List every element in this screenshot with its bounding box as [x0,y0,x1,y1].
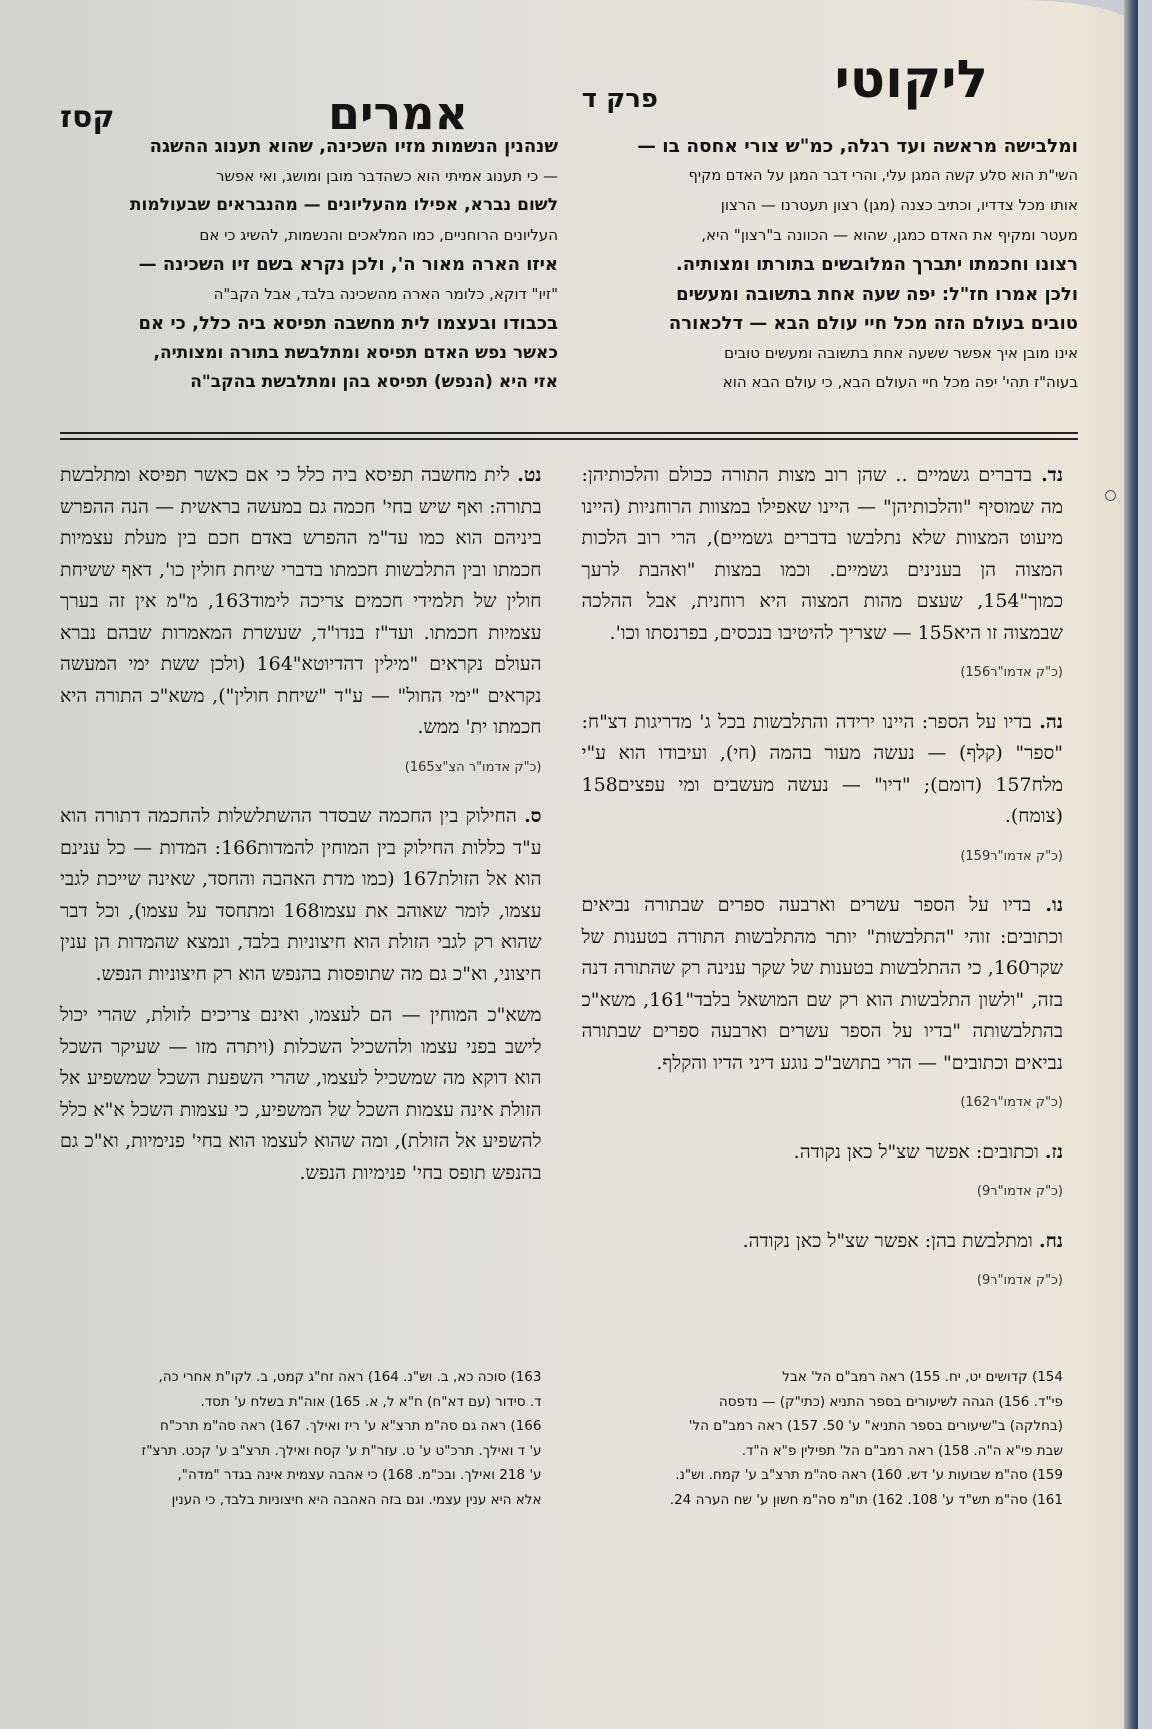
text-line: רצונו וחכמתו יתברך המלובשים בתורתו ומצותיה. [675,254,1078,275]
footnotes-left-column [60,1365,542,1512]
footnote-line: פי"ד. 156) הגהה לשיעורים בספר התניא (כתי"ק) — נדפסה [718,1393,1063,1410]
note-text: וכתובים: אפשר שצ"ל כאן נקודה. [793,1140,1039,1163]
footnote-line: ד. סידור (עם דא"ח) ח"א ל, א. 165) אוה"ת בשלח ע' תסד. [200,1393,542,1410]
note-source: (כ"ק אדמו"ר הצ"צ165) [404,759,542,775]
page-number: קסז [60,100,115,135]
footnotes-right-column [582,1365,1064,1512]
main-text-right-column [580,132,1078,422]
text-line: ומלבישה מראשה ועד רגלה, כמ"ש צורי אחסה בו — [637,136,1078,157]
text-line: בכבודו ובעצמו לית מחשבה תפיסא ביה כלל, כי אם [138,313,558,334]
margin-circle-mark [1105,490,1116,501]
text-line: שנהנין הנשמות מזיו השכינה, שהוא תענוג ההשגה [149,136,558,157]
note-source: (כ"ק אדמו"ר159) [960,848,1063,864]
note-59 [60,460,542,783]
footnote-line: שבת פי"א ה"ה. 158) ראה רמב"ם הל' תפילין פ"א ה"ד. [741,1442,1063,1459]
note-label: נד. [1041,464,1063,486]
footnote-line: 163) סוכה כא, ב. וש"נ. 164) ראה זח"ג קמט, ב. לקו"ת אחרי כה, [158,1369,542,1385]
footnote-line: 154) קדושים יט, יח. 155) ראה רמב"ם הל' אבל [782,1369,1063,1385]
footnote-line: ע' ד ואילך. תרכ"ט ע' ט. עזר"ת ע' קסח ואילך. תרצ"ב ע' קכט. תרצ"ז [141,1442,542,1459]
footnote-line: (בחלקה) ב"שיעורים בספר התניא" ע' 50. 157) ראה רמב"ם הל' [688,1418,1063,1434]
note-label: ס. [524,805,542,827]
note-text: בדיו על הספר: היינו ירידה והתלבשות בכל ג' מדריגות דצ"ח: "ספר" (קלף) — נעשה מעור בהמה (חי), ועיבודו הוא ע"י מלח157 (דומם); "דיו" — נעשה מעשבים ומי עפצים158 (צומח). [581,710,1063,827]
text-line: לשום נברא, אפילו מהעליונים — מהנבראים שבעולמות [129,195,558,215]
header-chapter: פרק ד [581,84,658,114]
text-line: ולכן אמרו חז"ל: יפה שעה אחת בתשובה ומעשים [676,283,1078,305]
footnote-line: 166) ראה גם סה"מ תרצ"א ע' ריז ואילך. 167) ראה סה"מ תרכ"ח [160,1418,542,1434]
note-text: בדברים גשמיים .. שהן רוב מצות התורה ככולם והלכותיהן: מה שמוסיף "והלכותיהן" — היינו שאפילו במצוות הרוחניות (היינו מיעוט המצוות שלא נתלבשו בדברים גשמיים), הרי רוב הלכות המצוה הן בענינים גשמיים. וכמו במצות "ואהבת לרעך כמוך"154, שעצם מהות המצוה היא רוחנית, אבל ההלכה שבמצוה זו היא155 — שצריך להיטיבו בנכסים, בפרנסתו וכו'. [581,464,1063,644]
footnote-line: אלא היא ענין עצמי. וגם בזה האהבה היא חיצוניות בלבד, כי הענין [171,1491,542,1508]
double-rule-divider [60,432,1078,440]
note-56 [582,890,1064,1119]
text-line: העליונים הרוחניים, כמו המלאכים והנשמות, להשיג כי אם [199,225,558,244]
footnote-line: 159) סה"מ שבועות ע' דש. 160) ראה סה"מ תרצ"ב ע' קמח. וש"נ. [675,1467,1063,1483]
note-60 [60,801,542,1189]
notes-right-column [582,460,1064,1320]
header-title-amarim: אמרים [327,86,468,140]
note-58 [582,1226,1064,1297]
note-54 [582,460,1064,689]
text-line: איזו הארה מאור ה', ולכן נקרא בשם זיו השכינה — [138,254,558,275]
commentary-notes [60,460,1063,1320]
footnote-line: 161) סה"מ תש"ד ע' 108. 162) תו"מ סה"מ חשון ע' שח הערה 24. [669,1491,1063,1508]
text-line: השי"ת הוא סלע קשה המגן עלי, והרי דבר המגן על האדם מקיף [688,167,1078,184]
note-source: (כ"ק אדמו"ר9) [976,1184,1063,1199]
main-text [60,132,1078,422]
note-source: (כ"ק אדמו"ר162) [960,1095,1063,1110]
note-source: (כ"ק אדמו"ר156) [960,665,1063,680]
note-55 [582,707,1064,873]
note-label: נז. [1044,1140,1063,1163]
note-label: נו. [1045,894,1064,916]
note-continuation: משא"כ המוחין — הם לעצמו, ואינם צריכים לזולת, שהרי יכול לישב בפני עצמו ולהשכיל השכלות (ויתרה מזו — שעיקר השכל הוא דוקא מה שמשכיל לעצמו, שהרי השפעת השכל שמשפיע אל הזולת אינה עצמות השכל של המשפיע, כי עצמות השכל א"א כלל להשפיע אל הזולת), ומה שהוא לעצמו הוא בחי' פנימיות, וא"כ גם בהנפש תופס בחי' פנימיות הנפש. [60,1004,542,1184]
text-line: אזי היא (הנפש) תפיסא בהן ומתלבשת בהקב"ה [190,372,558,392]
text-line: כאשר נפש האדם תפיסא ומתלבשת בתורה ומצותיה, [153,342,558,363]
footnotes [60,1365,1063,1512]
running-header [60,50,988,140]
text-line: "זיו" דוקא, כלומר הארה מהשכינה בלבד, אבל הקב"ה [213,284,558,303]
note-text: החילוק בין החכמה שבסדר ההשתלשלות להחכמה דתורה הוא ע"ד כללות החילוק בין המוחין להמדות166: המדות — כל ענינם הוא אל הזולת167 (כמו מדת האהבה והחסד, שאינה שייכת לגבי עצמו, לומר שאוהב את עצמו168 ומתחסד על עצמו), וכל דבר שהוא רק לגבי הזולת הוא חיצוניות בלבד, ונמצא שהמדות הן ענין חיצוני, וא"כ גם מה שתופסות בהנפש הוא רק חיצוניות הנפש. [60,805,542,985]
note-text: לית מחשבה תפיסא ביה כלל כי אם כאשר תפיסא ומתלבשת בתורה: ואף שיש בחי' חכמה גם במעשה בראשית — הנה ההפרש ביניהם הוא כמו עד"מ ההפרש באדם חכם בין מעלת עצמיות חכמתו ובין התלבשות חכמתו בדברי שיחת חולין כו', דאף ששיחת חולין של תלמידי חכמים צריכה לימוד163, מ"מ אין זה בערך עצמיות חכמתו. ועד"ז בנדו"ד, שעשרת המאמרות שבהם נברא העולם נקראים "מילין דהדיוטא"164 (ולכן ששת ימי המעשה נקראים "ימי החול" — ע"ד "שיחת חולין"), משא"כ התורה היא חכמתו ית' ממש. [60,464,542,738]
footnote-line: ע' 218 ואילך. ובכ"מ. 168) כי אהבה עצמית אינה בגדר "מדה", [177,1467,542,1483]
text-line: טובים בעולם הזה מכל חיי עולם הבא — דלכאורה [668,313,1078,334]
text-line: — כי תענוג אמיתי הוא כשהדבר מובן ומושג, ואי אפשר [215,166,558,185]
note-source: (כ"ק אדמו"ר9) [976,1273,1063,1288]
note-label: נט. [517,464,542,486]
book-spine-edge [1124,0,1138,1729]
note-text: ומתלבשת בהן: אפשר שצ"ל כאן נקודה. [742,1229,1033,1252]
text-line: בעוה"ז תהי' יפה מכל חיי העולם הבא, כי עולם הבא הוא [722,373,1078,391]
note-57 [582,1137,1064,1208]
text-line: אינו מובן איך אפשר ששעה אחת בתשובה ומעשים טובים [724,343,1078,362]
header-title-likutei: ליקוטי [834,50,988,110]
main-text-left-column [60,132,558,422]
text-line: אותו מכל צדדיו, וכתיב כצנה (מגן) רצון תעטרנו — הרצון [720,196,1078,214]
note-text: בדיו על הספר עשרים וארבעה ספרים שבתורה נביאים וכתובים: זוהי "התלבשות" יותר מהתלבשות התורה בטענות של שקר160, כי ההתלבשות בטענות של שקר ענינה רק שהתורה דנה בזה, "ולשון התלבשות הוא רק שם המושאל בלבד"161, משא"כ בהתלבשותה "בדיו על הספר עשרים וארבעה ספרים שבתורה נביאים וכתובים" — הרי בתושב"כ נוגע דיני הדיו והקלף. [581,894,1063,1074]
note-label: נה. [1039,710,1063,733]
text-line: מעטר ומקיף את האדם כמגן, שהוא — הכוונה ב"רצון" היא, [701,225,1078,244]
note-label: נח. [1038,1229,1063,1252]
notes-left-column [60,460,542,1320]
